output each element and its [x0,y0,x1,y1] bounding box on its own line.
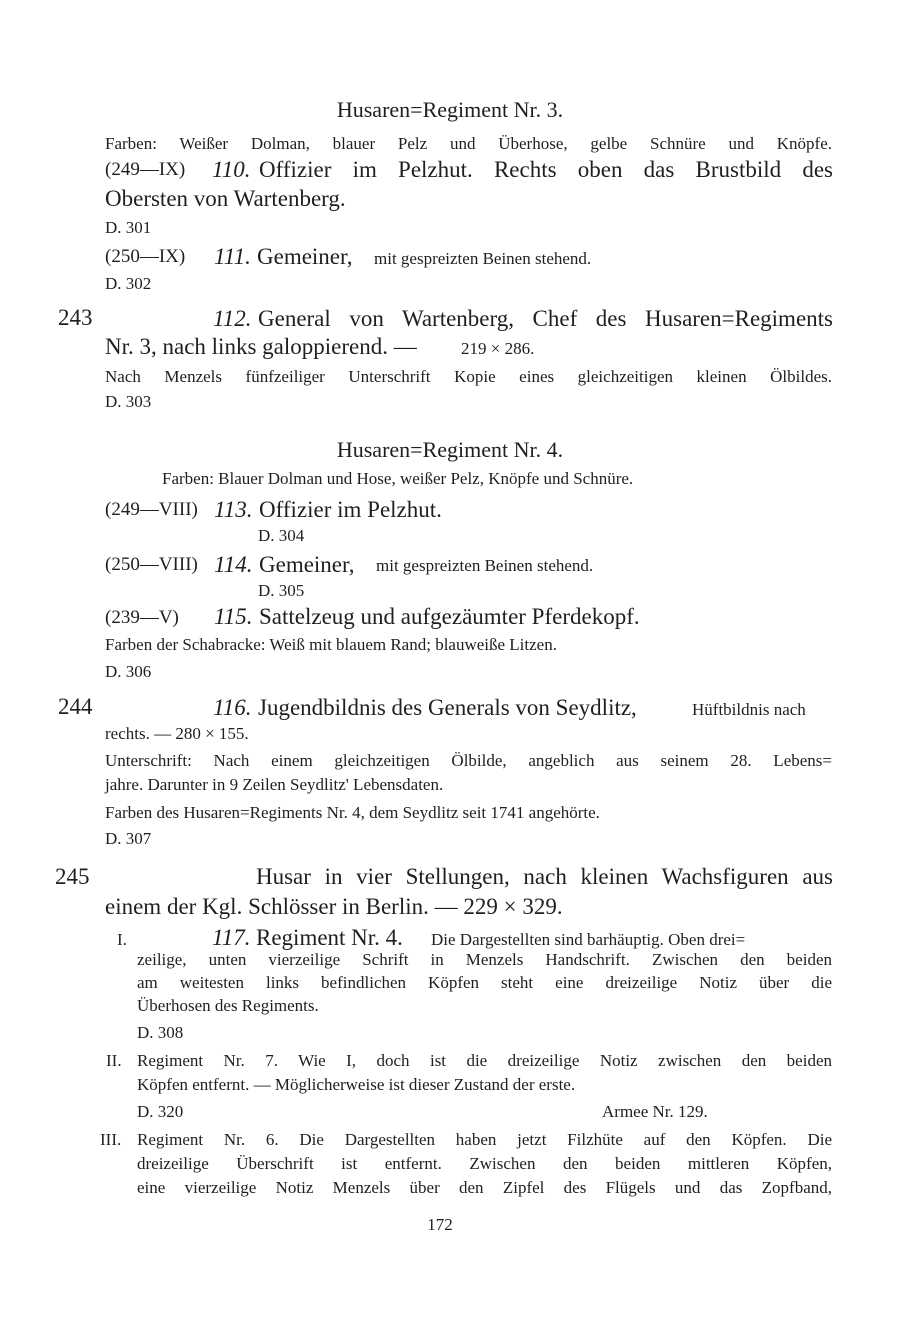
entry-title: General von Wartenberg, Chef des Husaren=Regiments [258,306,833,331]
plate-number: 245 [55,864,90,889]
state-description: Überhosen des Regiments. [137,996,319,1015]
section-heading: Husaren=Regiment Nr. 4. [336,437,564,462]
entry-title-cont: einem der Kgl. Schlösser in Berlin. — 229 × 329. [105,894,563,919]
colors-note: Farben: Blauer Dolman und Hose, weißer Pelz, Knöpfe und Schnüre. [162,469,634,488]
entry-description: mit gespreizten Beinen stehend. [376,556,594,575]
entry-number: 117. [212,925,251,950]
catalog-ref: D. 305 [258,581,305,600]
entry-title: Regiment Nr. 4. [256,925,403,950]
entry-reference: (249—VIII) [105,499,198,520]
colors-note: Farben: Weißer Dolman, blauer Pelz und Überhose, gelbe Schnüre und Knöpfe. [105,134,832,153]
entry-number: 112. [213,306,252,331]
entry-description: mit gespreizten Beinen stehend. [374,249,592,268]
catalog-ref: D. 308 [137,1023,184,1042]
catalog-ref: D. 307 [105,829,152,848]
page-number: 172 [427,1215,453,1234]
state-description: Regiment Nr. 7. Wie I, doch ist die dreizeilige Notiz zwischen den beiden [137,1051,832,1070]
entry-number: 116. [213,695,252,720]
entry-number: 113. [214,497,253,522]
dimensions: rechts. — 280 × 155. [105,724,249,743]
entry-reference: (250—VIII) [105,554,198,575]
state-roman: I. [117,930,127,949]
plate-number: 243 [58,305,93,330]
colors-note: Farben des Husaren=Regiments Nr. 4, dem Seydlitz seit 1741 angehörte. [105,803,600,822]
entry-number: 110. [212,157,251,182]
entry-title-cont: Nr. 3, nach links galoppierend. — [105,334,417,359]
caption-note: Unterschrift: Nach einem gleichzeitigen Ölbilde, angeblich aus seinem 28. Lebens= [105,751,832,770]
entry-title: Sattelzeug und aufgezäumter Pferdekopf. [259,604,640,629]
catalog-ref: D. 304 [258,526,305,545]
entry-note: Nach Menzels fünfzeiliger Unterschrift Kopie eines gleichzeitigen kleinen Ölbildes. [105,367,832,386]
entry-title: Husar in vier Stellungen, nach kleinen Wachsfiguren aus [256,864,833,889]
section-heading: Husaren=Regiment Nr. 3. [336,97,564,122]
colors-note: Farben der Schabracke: Weiß mit blauem Rand; blauweiße Litzen. [105,635,557,654]
entry-description: Hüftbildnis nach [692,700,806,719]
catalog-ref: D. 302 [105,274,152,293]
entry-reference: (239—V) [105,607,179,628]
catalog-ref: D. 306 [105,662,152,681]
plate-number: 244 [58,694,93,719]
entry-number: 111. [214,244,251,269]
state-roman: II. [106,1051,122,1070]
entry-title: Offizier im Pelzhut. [259,497,442,522]
state-description: zeilige, unten vierzeilige Schrift in Menzels Handschrift. Zwischen den beiden [137,950,832,969]
state-description: eine vierzeilige Notiz Menzels über den Zipfel des Flügels und das Zopfband, [137,1178,832,1197]
armee-ref: Armee Nr. 129. [602,1102,708,1121]
catalog-ref: D. 301 [105,218,152,237]
entry-title-cont: Obersten von Wartenberg. [105,186,346,211]
catalog-ref: D. 303 [105,392,152,411]
state-description: Die Dargestellten sind barhäuptig. Oben drei= [431,930,746,949]
entry-title: Offizier im Pelzhut. Rechts oben das Brustbild des [259,157,833,182]
entry-reference: (250—IX) [105,246,186,267]
entry-title: Jugendbildnis des Generals von Seydlitz, [258,695,637,720]
entry-reference: (249—IX) [105,159,186,180]
state-description: Regiment Nr. 6. Die Dargestellten haben jetzt Filzhüte auf den Köpfen. Die [137,1130,832,1149]
entry-title: Gemeiner, [257,244,353,269]
state-description: dreizeilige Überschrift ist entfernt. Zwischen den beiden mittleren Köpfen, [137,1154,832,1173]
state-roman: III. [100,1130,122,1149]
entry-number: 115. [214,604,253,629]
entry-number: 114. [214,552,253,577]
catalog-ref: D. 320 [137,1102,184,1121]
dimensions: 219 × 286. [461,339,535,358]
state-description: am weitesten links befindlichen Köpfen steht eine dreizeilige Notiz über die [137,973,832,992]
state-description: Köpfen entfernt. — Möglicherweise ist dieser Zustand der erste. [137,1075,576,1094]
caption-note-cont: jahre. Darunter in 9 Zeilen Seydlitz' Lebensdaten. [105,775,444,794]
entry-title: Gemeiner, [259,552,355,577]
